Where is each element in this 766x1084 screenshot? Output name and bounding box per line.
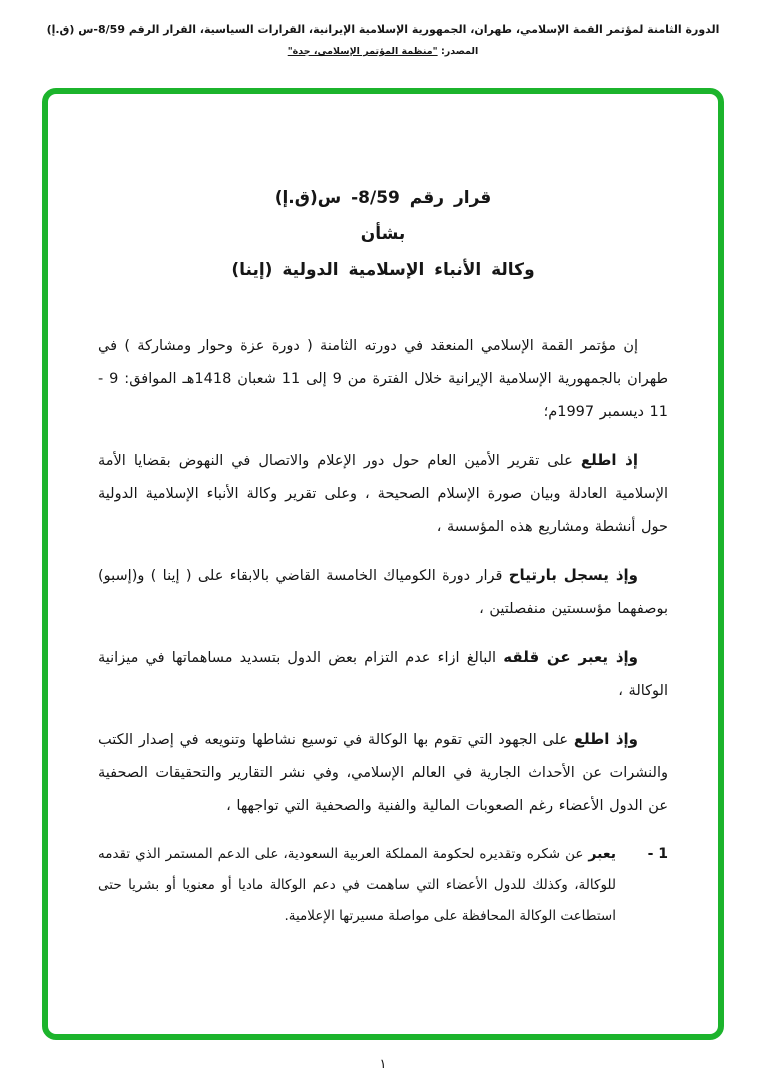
- paragraph-lead: وإذ اطلع: [573, 730, 638, 748]
- preamble-paragraph-agency-efforts: [98, 723, 668, 823]
- paragraph-text: البالغ ازاء عدم التزام بعض الدول بتسديد مساهماتها في ميزانية الوكالة ،: [98, 650, 668, 699]
- header-source: [0, 46, 766, 57]
- paragraph-lead: إذ اطلع: [580, 451, 639, 469]
- document-frame: [42, 88, 724, 1040]
- item-text: عن شكره وتقديره لحكومة المملكة العربية السعودية، على الدعم المستمر الذي تقدمه للوكالة، وكذلك للدول الأعضاء التي ساهمت في دعم الوكالة ماديا أو معنويا أو بشريا حتى استطاعت الوكالة المحافظة على مواصلة مسيرتها الإعلامية.: [98, 846, 616, 924]
- document-header: [0, 22, 766, 57]
- item-body: [98, 839, 616, 932]
- preamble-paragraph-concern-contributions: [98, 641, 668, 708]
- header-source-label: المصدر:: [440, 46, 479, 57]
- item-number: 1 -: [647, 846, 668, 862]
- preamble-paragraph-comiac-decision: [98, 559, 668, 626]
- resolution-subject-title: وكالة الأنباء الإسلامية الدولية (إينا): [231, 260, 535, 280]
- header-source-value: "منظمة المؤتمر الإسلامي، جدة": [287, 46, 438, 57]
- preamble-paragraph-secretary-general-report: [98, 444, 668, 544]
- page-footer: [0, 1053, 766, 1072]
- resolution-number-title: قرار رقم 8/59- س(ق.إ): [274, 188, 492, 208]
- paragraph-text: إن مؤتمر القمة الإسلامي المنعقد في دورته الثامنة ( دورة عزة وحوار ومشاركة ) في طهران بالجمهورية الإسلامية الإيرانية خلال الفترة من 9 إلى 11 شعبان 1418هـ الموافق: 9 - 11 ديسمبر 1997م؛: [98, 338, 668, 420]
- operative-paragraph-1: [98, 839, 668, 932]
- resolution-title-block: [98, 182, 668, 286]
- paragraph-text: على الجهود التي تقوم بها الوكالة في توسيع نشاطها وتنويعه في إصدار الكتب والنشرات عن الأحداث الجارية في العالم الإسلامي، وفي نشر التقارير والتحقيقات الصحفية عن الدول الأعضاء رغم الصعوبات المالية والفنية والصحفية التي تواجهها ،: [98, 732, 668, 814]
- paragraph-text: على تقرير الأمين العام حول دور الإعلام والاتصال في النهوض بقضايا الأمة الإسلامية العادلة وبيان صورة الإسلام الصحيحة ، وعلى تقرير وكالة الأنباء الإسلامية الدولية حول أنشطة ومشاريع هذه المؤسسة ،: [98, 453, 668, 535]
- resolution-regarding-label: بشأن: [360, 224, 406, 244]
- preamble-opening-paragraph: [98, 330, 668, 429]
- header-citation: الدورة الثامنة لمؤتمر القمة الإسلامي، طهران، الجمهورية الإسلامية الإيرانية، القرارات السياسية، القرار الرقم 8/59-س (ق.إ): [46, 23, 720, 36]
- item-lead: يعبر: [588, 846, 617, 862]
- paragraph-lead: وإذ يعبر عن قلقه: [503, 648, 639, 666]
- page-number: ١: [379, 1057, 387, 1072]
- paragraph-text: قرار دورة الكومياك الخامسة القاضي بالابقاء على ( إينا ) و(إسبو) بوصفهما مؤسستين منفصلتين ،: [98, 568, 668, 617]
- paragraph-lead: وإذ يسجل بارتياح: [508, 566, 638, 584]
